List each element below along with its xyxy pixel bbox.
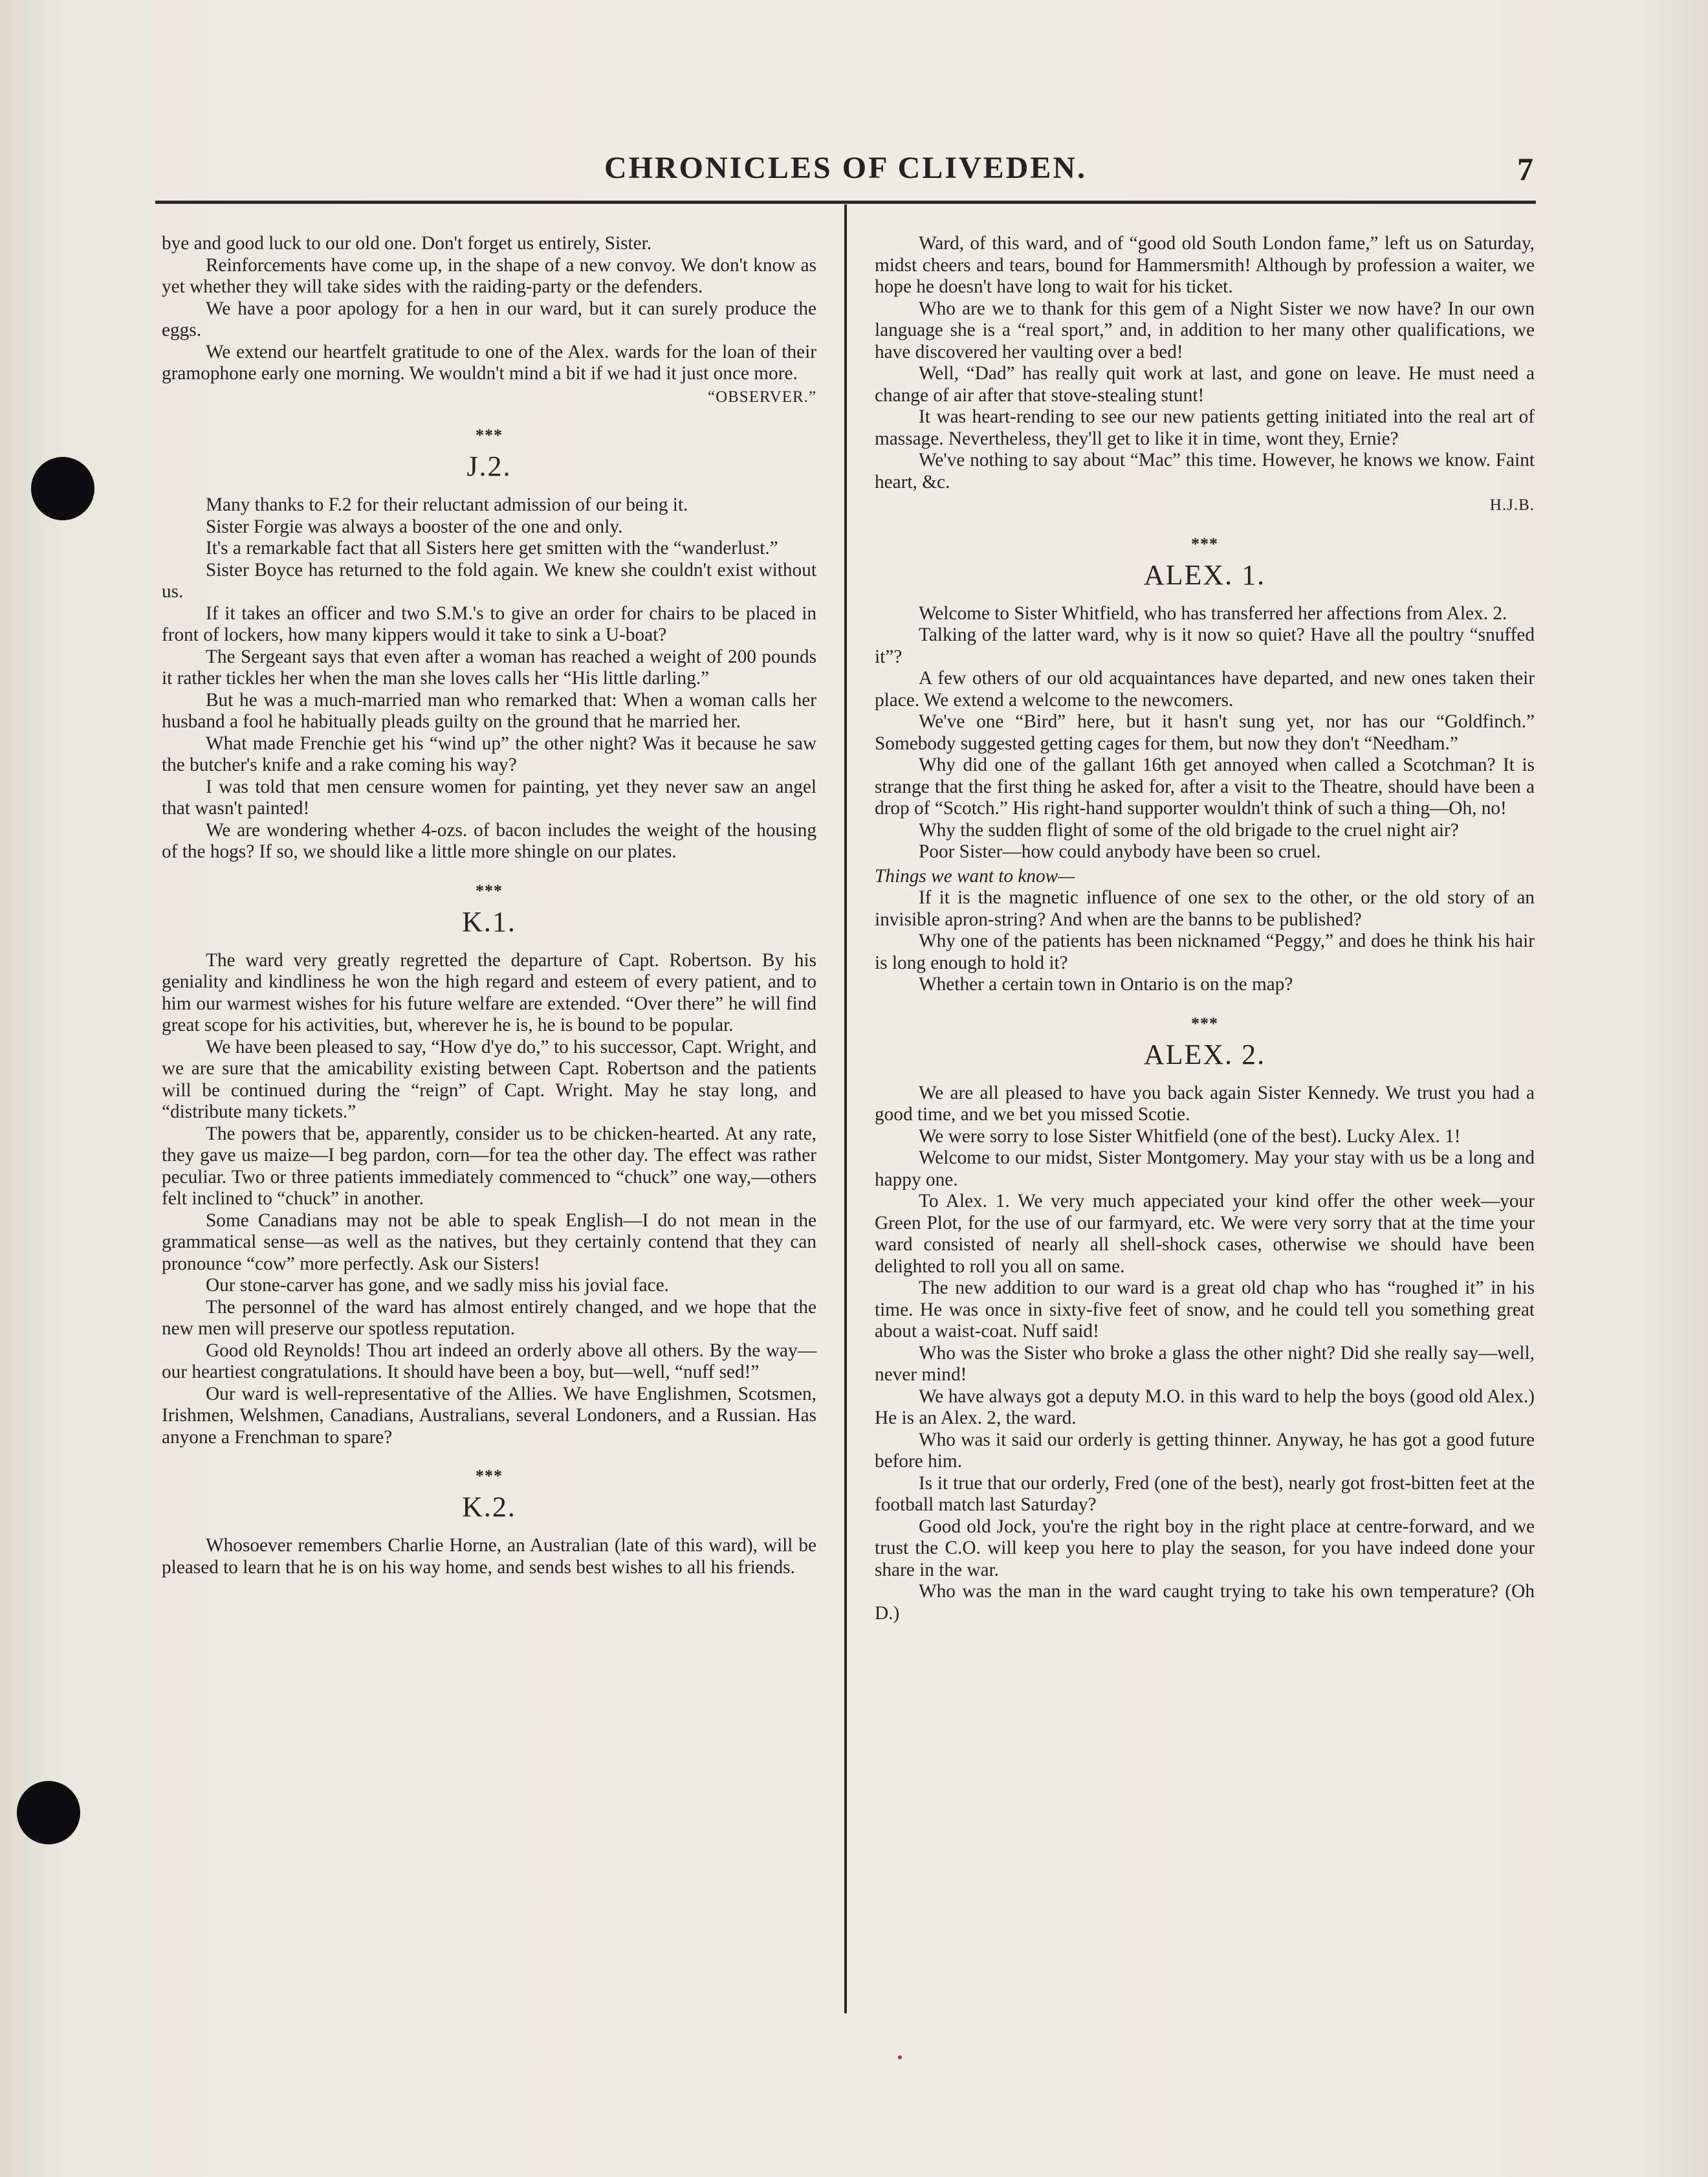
left-column (162, 233, 816, 1578)
punch-hole (31, 457, 94, 520)
section-separator: *** (1191, 534, 1218, 553)
paragraph: We have a poor apology for a hen in our ward, but it can surely produce the eggs. (162, 298, 816, 340)
paragraph: Good old Reynolds! Thou art indeed an orderly above all others. By the way—our heartiest congratulations. It should have been a boy, but—well, “nuff sed!” (162, 1340, 816, 1382)
paragraph: Why one of the patients has been nicknamed “Peggy,” and does he think his hair is long enough to hold it? (875, 931, 1535, 973)
paragraph: Poor Sister—how could anybody have been so cruel. (919, 841, 1321, 862)
ink-speck (898, 2055, 902, 2059)
page-number: 7 (1517, 151, 1533, 187)
column-divider (844, 204, 847, 2013)
paragraph: Welcome to Sister Whitfield, who has transferred her affections from Alex. 2. (919, 602, 1507, 624)
paragraph: We were sorry to lose Sister Whitfield (one of the best). Lucky Alex. 1! (919, 1125, 1461, 1147)
paragraph: Who was the Sister who broke a glass the other night? Did she really say—well, never mind! (875, 1342, 1535, 1385)
paragraph: Welcome to our midst, Sister Montgomery. May your stay with us be a long and happy one. (875, 1147, 1535, 1190)
paragraph: The Sergeant says that even after a woman has reached a weight of 200 pounds it rather tickles her when the man she loves calls her “His little darling.” (162, 646, 816, 689)
paragraph: Good old Jock, you're the right boy in the right place at centre-forward, and we trust the C.O. will keep you here to play the season, for you have indeed done your share in the war. (875, 1516, 1535, 1580)
header-rule (155, 201, 1536, 204)
paragraph: Why did one of the gallant 16th get annoyed when called a Scotchman? It is strange that the first thing he asked for, after a visit to the Theatre, should have been a drop of “Scotch.” His right-hand supporter wouldn't think of such a thing—Oh, no! (875, 755, 1535, 819)
paragraph: It was heart-rending to see our new patients getting initiated into the real art of massage. Nevertheless, they'll get to like it in time, wont they, Ernie? (875, 406, 1535, 449)
section-title-alex1: ALEX. 1. (1143, 558, 1266, 591)
paragraph: We've one “Bird” here, but it hasn't sung yet, nor has our “Goldfinch.” Somebody suggested getting cages for them, but now they don't “Needham.” (875, 711, 1535, 754)
paragraph: I was told that men censure women for painting, yet they never saw an angel that wasn't painted! (162, 776, 816, 819)
paragraph: The personnel of the ward has almost entirely changed, and we hope that the new men will preserve our spotless reputation. (162, 1296, 816, 1339)
paragraph: Our ward is well-representative of the Allies. We have Englishmen, Scotsmen, Irishmen, Welshmen, Canadians, Australians, several Londoners, and a Russian. Has anyone a Frenchman to spare? (162, 1383, 816, 1448)
paragraph: Our stone-carver has gone, and we sadly miss his jovial face. (206, 1275, 669, 1296)
section-separator: *** (476, 1466, 503, 1485)
section-separator: *** (1191, 1013, 1218, 1033)
paragraph: We have been pleased to say, “How d'ye do,” to his successor, Capt. Wright, and we are sure that the amicability existing between Capt. Robertson and the patients will be continued during the “reign” of Capt. Wright. May he stay long, and “distribute many tickets.” (162, 1036, 816, 1122)
running-title: CHRONICLES OF CLIVEDEN. (604, 151, 1087, 185)
paragraph: Talking of the latter ward, why is it now so quiet? Have all the poultry “snuffed it”? (875, 624, 1535, 667)
signature: H.J.B. (1489, 496, 1535, 514)
paragraph: The new addition to our ward is a great old chap who has “roughed it” in his time. He was once in sixty-five feet of snow, and he could tell you something great about a waist-coat. Nuff said! (875, 1277, 1535, 1342)
paragraph: Whether a certain town in Ontario is on the map? (919, 974, 1293, 995)
paragraph: Who was it said our orderly is getting thinner. Anyway, he has got a good future before him. (875, 1429, 1535, 1472)
paragraph: Well, “Dad” has really quit work at last, and gone on leave. He must need a change of air after that stove-stealing stunt! (875, 363, 1535, 406)
page-header (155, 150, 1536, 192)
paragraph: Sister Forgie was always a booster of the one and only. (206, 516, 623, 537)
section-title-j2: J.2. (466, 450, 512, 482)
subheading: Things we want to know— (875, 865, 1075, 887)
paragraph: We are all pleased to have you back again Sister Kennedy. We trust you had a good time, and we bet you missed Scotie. (875, 1082, 1535, 1125)
section-title-alex2: ALEX. 2. (1143, 1038, 1266, 1070)
paragraph: Who was the man in the ward caught trying to take his own temperature? (Oh D.) (875, 1581, 1535, 1624)
paragraph: A few others of our old acquaintances have departed, and new ones taken their place. We extend a welcome to the newcomers. (875, 668, 1535, 711)
paragraph: Reinforcements have come up, in the shape of a new convoy. We don't know as yet whether they will take sides with the raiding-party or the defenders. (162, 254, 816, 297)
paragraph: We have always got a deputy M.O. in this ward to help the boys (good old Alex.) He is an Alex. 2, the ward. (875, 1386, 1535, 1428)
paragraph: Is it true that our orderly, Fred (one of the best), nearly got frost-bitten feet at the football match last Saturday? (875, 1472, 1535, 1515)
paragraph: Sister Boyce has returned to the fold again. We knew she couldn't exist without us. (162, 559, 816, 602)
paragraph: Who are we to thank for this gem of a Night Sister we now have? In our own language she is a “real sport,” and, in addition to her many other qualifications, we have discovered her vaulting over a bed! (875, 298, 1535, 362)
paragraph: Why the sudden flight of some of the old brigade to the cruel night air? (919, 819, 1459, 841)
paragraph: Whosoever remembers Charlie Horne, an Australian (late of this ward), will be pleased to learn that he is on his way home, and sends best wishes to all his friends. (162, 1535, 816, 1578)
section-title-k2: K.2. (462, 1491, 516, 1523)
paragraph: We extend our heartfelt gratitude to one of the Alex. wards for the loan of their gramophone early one morning. We wouldn't mind a bit if we had it just once more. (162, 341, 816, 384)
paragraph: If it is the magnetic influence of one sex to the other, or the old story of an invisible apron-string? And when are the banns to be published? (875, 887, 1535, 930)
signature: “OBSERVER.” (707, 388, 816, 406)
paragraph: What made Frenchie get his “wind up” the other night? Was it because he saw the butcher's knife and a rake coming his way? (162, 733, 816, 775)
paragraph: Many thanks to F.2 for their reluctant admission of our being it. (206, 494, 688, 515)
punch-hole (17, 1781, 80, 1844)
paragraph: It's a remarkable fact that all Sisters here get smitten with the “wanderlust.” (206, 538, 778, 558)
paragraph: The powers that be, apparently, consider us to be chicken-hearted. At any rate, they gave us maize—I beg pardon, corn—for tea the other day. The effect was rather peculiar. Two or three patients immediately commenced to “chuck” one way,—others felt inclined to “chuck” in another. (162, 1123, 816, 1209)
section-title-k1: K.1. (462, 905, 516, 938)
paragraph: We are wondering whether 4-ozs. of bacon includes the weight of the housing of the hogs? If so, we should like a little more shingle on our plates. (162, 819, 816, 862)
paragraph: Ward, of this ward, and of “good old South London fame,” left us on Saturday, midst cheers and tears, bound for Hammersmith! Although by profession a waiter, we hope he doesn't have long to wait for his ticket. (875, 233, 1535, 297)
section-separator: *** (476, 881, 503, 900)
paragraph: We've nothing to say about “Mac” this time. However, he knows we know. Faint heart, &c. (875, 450, 1535, 492)
paragraph: The ward very greatly regretted the departure of Capt. Robertson. By his geniality and kindliness he won the high regard and esteem of every patient, and to him our warmest wishes for his future welfare are extended. “Over there” he will find great scope for his activities, but, wherever he is, he is bound to be popular. (162, 949, 816, 1035)
paragraph: bye and good luck to our old one. Don't forget us entirely, Sister. (162, 233, 652, 254)
section-separator: *** (476, 426, 503, 445)
paragraph: Some Canadians may not be able to speak English—I do not mean in the grammatical sense—as well as the natives, but they certainly contend that they can pronounce “cow” more perfectly. Ask our Sisters! (162, 1210, 816, 1274)
paragraph: If it takes an officer and two S.M.'s to give an order for chairs to be placed in front of lockers, how many kippers would it take to sink a U-boat? (162, 602, 816, 645)
right-column (875, 233, 1535, 1624)
paragraph: To Alex. 1. We very much appeciated your kind offer the other week—your Green Plot, for the use of our farmyard, etc. We were very sorry that at the time your ward consisted of nearly all shell-shock cases, otherwise we should have been delighted to roll you all on same. (875, 1191, 1535, 1277)
paragraph: But he was a much-married man who remarked that: When a woman calls her husband a fool he habitually pleads guilty on the ground that he married her. (162, 689, 816, 732)
